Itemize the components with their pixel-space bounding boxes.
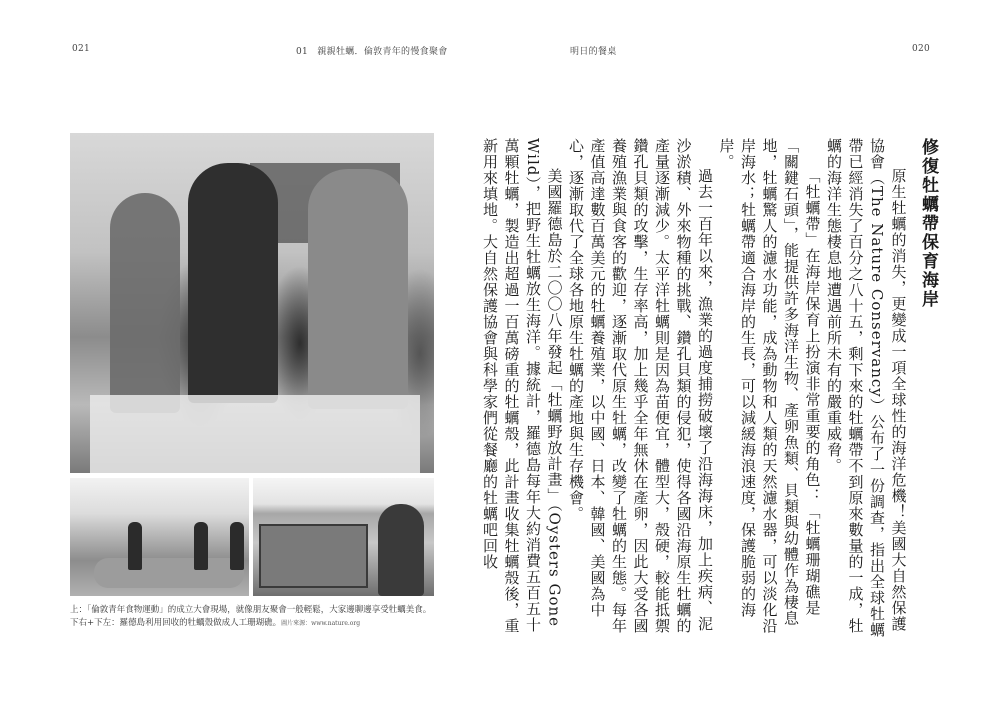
article-paragraph: 美國羅德島於二〇〇八年發起「牡蠣野放計畫」（Oysters Gone Wild），把野生牡蠣放生海洋。據統計，羅德島每年大約消費五百五十萬顆牡蠣，製造出超過一百萬磅重的牡蠣殼，此計畫收集牡蠣殼後，重新用來填地。大自然保護協會與科學家們從餐廳的牡蠣吧回收 (481, 138, 564, 634)
article-paragraph: 「牡蠣帶」在海岸保育上扮演非常重要的角色：「牡蠣珊瑚礁是「關鍵石頭」，能提供許多海洋生物、產卵魚類、貝類與幼體作為棲息地，牡蠣驚人的濾水功能，成為動物和人類的天然濾水器，可以淡化沿岸海水；牡蠣帶適合海岸的生長，可以減緩海浪速度，保護脆弱的海岸。 (717, 138, 822, 634)
photo-caption-bottom (70, 617, 360, 630)
right-book-title: 明日的餐桌 (570, 47, 617, 57)
left-chapter-title: 01 親親牡蠣．倫敦青年的慢食聚會 (296, 47, 448, 57)
photo-caption-top: 上：「倫敦青年食物運動」的成立大會現場，就像朋友聚會一般輕鬆，大家邊聊邊享受牡蠣美食。 (70, 605, 432, 615)
worker-figure (128, 522, 142, 570)
left-page-number: 021 (72, 44, 91, 54)
photo-caption-bottom-text: 下右+下左：羅德島利用回收的牡蠣殼做成人工珊瑚礁。 (70, 618, 282, 628)
person-woman (110, 193, 180, 413)
article-body (481, 138, 938, 638)
worker-figure (230, 522, 244, 570)
bottom-right-photo (253, 478, 434, 596)
article-paragraph: 過去一百年以來，漁業的過度捕撈破壞了沿海海床，加上疾病、泥沙淤積、外來物種的挑戰、鑽孔貝類的侵犯，使得各國沿海原生牡蠣的產量逐漸減少。太平洋牡蠣則是因為苗便宜，體型大，殼硬，較能抵禦鑽孔貝類的攻擊，生存率高，加上幾乎全年無休在產卵，因此大受各國養殖漁業與食客的歡迎，逐漸取代原生牡蠣，改變了牡蠣的生態。每年產值高達數百萬美元的牡蠣養殖業，以中國、日本、韓國、美國為中心，逐漸取代了全球各地原生牡蠣的產地與生存機會。 (567, 138, 714, 634)
shell-bag (94, 558, 244, 588)
worker-figure (378, 504, 424, 596)
person-man-center (188, 163, 278, 403)
main-photo (70, 133, 434, 473)
oyster-crate (259, 524, 368, 588)
table-with-oysters (90, 395, 420, 473)
article-heading: 修復牡蠣帶保育海岸 (918, 138, 938, 309)
article-paragraph: 原生牡蠣的消失，更變成一項全球性的海洋危機！美國大自然保護協會（The Nature Conservancy）公布了一份調查，指出全球牡蠣帶已經消失了百分之八十五，剩下來的牡蠣帶不到原來數量的一成，牡蠣的海洋生態棲息地遭遇前所未有的嚴重威脅。 (825, 138, 908, 638)
worker-figure (194, 522, 208, 570)
right-page-number: 020 (912, 44, 931, 54)
bottom-left-photo (70, 478, 249, 596)
person-man-right (308, 169, 408, 409)
photo-credit: 圖片來源：www.nature.org (281, 620, 361, 627)
